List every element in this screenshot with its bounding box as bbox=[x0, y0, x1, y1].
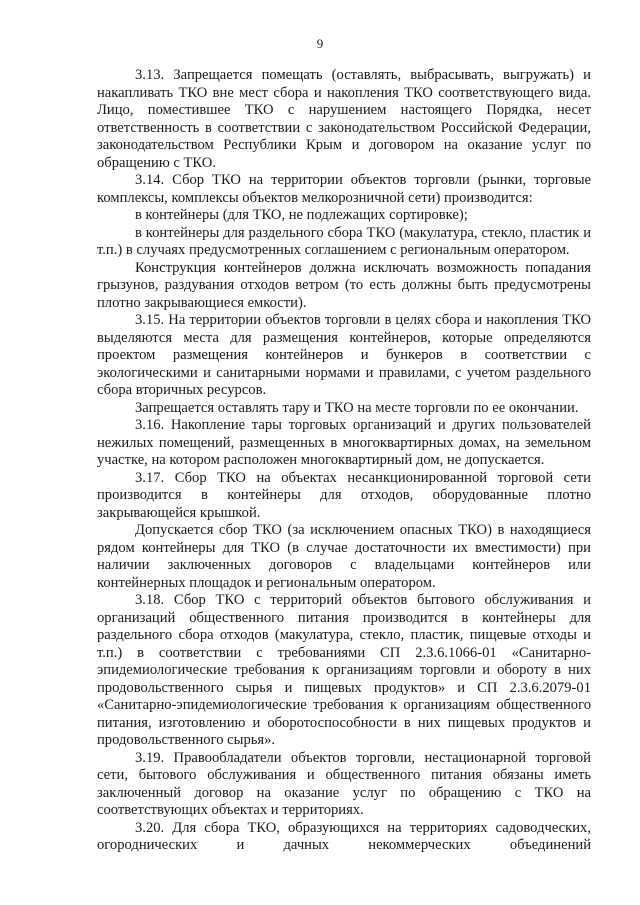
paragraph-3-17: 3.17. Сбор ТКО на объектах несанкционированной торговой сети производится в контейнеры для отходов, оборудованные плотно закрывающейся крышкой. bbox=[97, 469, 591, 521]
paragraph-3-14-item-2: в контейнеры для раздельного сбора ТКО (макулатура, стекло, пластик и т.п.) в случаях предусмотренных соглашением с региональным оператором. bbox=[97, 224, 591, 258]
paragraph-container-design: Конструкция контейнеров должна исключать возможность попадания грызунов, раздувания отходов ветром (то есть должны быть предусмотрены плотно закрывающиеся емкости). bbox=[97, 259, 591, 311]
paragraph-3-15-prohibition: Запрещается оставлять тару и ТКО на месте торговли по ее окончании. bbox=[135, 399, 579, 416]
paragraph-3-14-item-1: в контейнеры (для ТКО, не подлежащих сортировке); bbox=[135, 207, 468, 223]
paragraph-3-17-allowed: Допускается сбор ТКО (за исключением опасных ТКО) в находящиеся рядом контейнеры для ТКО (в случае достаточности их вместимости) при наличии заключенных договоров с владельцами контейнеров или контейнерных площадок и региональным оператором. bbox=[97, 522, 591, 591]
paragraph-3-13: 3.13. Запрещается помещать (оставлять, выбрасывать, выгружать) и накапливать ТКО вне мест сбора и накопления ТКО соответствующего вида. Лицо, поместившее ТКО с нарушением настоящего Порядка, несет ответственность в соответствии с законодательством Российской Федерации, законодательством Республики Крым и договором на оказание услуг по обращению с ТКО. bbox=[97, 67, 591, 171]
paragraph-3-15: 3.15. На территории объектов торговли в целях сбора и накопления ТКО выделяются места для размещения контейнеров, которые определяются проектом размещения контейнеров и бункеров в соответствии с экологическими и санитарными нормами и правилами, с учетом раздельного сбора вторичных ресурсов. bbox=[97, 312, 591, 398]
page-number: 9 bbox=[316, 36, 324, 51]
paragraph-3-20: 3.20. Для сбора ТКО, образующихся на территориях садоводческих, огороднических и дачных некоммерческих объединений bbox=[97, 819, 591, 853]
paragraph-3-19: 3.19. Правообладатели объектов торговли, нестационарной торговой сети, бытового обслуживания и общественного питания обязаны иметь заключенный договор на оказание услуг по обращению с ТКО на соответствующих объектах и территориях. bbox=[97, 749, 591, 818]
paragraph-3-18: 3.18. Сбор ТКО с территорий объектов бытового обслуживания и организаций общественного питания производится в контейнеры для раздельного сбора отходов (макулатура, стекло, пластик, пищевые отходы и т.п.) в соответствии с требованиями СП 2.3.6.1066-01 «Санитарно-эпидемиологические требования к организациям торговли и обороту в них продовольственного сырья и пищевых продуктов» и СП 2.3.6.2079-01 «Санитарно-эпидемиологические требования к организациям общественного питания, изготовлению и оборотоспособности в них пищевых продуктов и продовольственного сырья». bbox=[97, 592, 591, 748]
paragraph-3-14: 3.14. Сбор ТКО на территории объектов торговли (рынки, торговые комплексы, комплексы объектов мелкорозничной сети) производится: bbox=[97, 172, 591, 206]
document-body bbox=[97, 67, 591, 855]
paragraph-3-16: 3.16. Накопление тары торговых организаций и других пользователей нежилых помещений, размещенных в многоквартирных домах, на земельном участке, на котором расположен многоквартирный дом, не допускается. bbox=[97, 417, 591, 468]
